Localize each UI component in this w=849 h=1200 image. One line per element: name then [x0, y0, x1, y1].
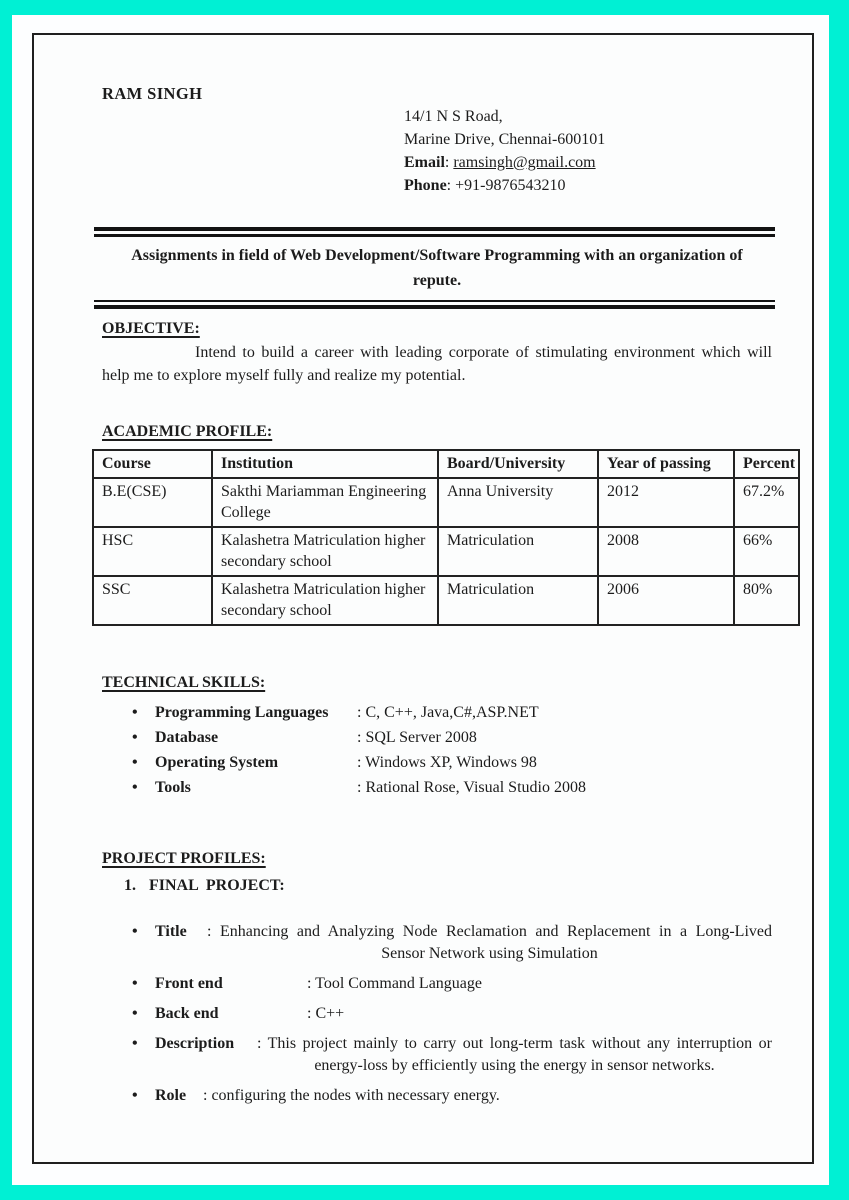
skill-label: Programming Languages: [155, 704, 329, 721]
table-row: [93, 527, 799, 576]
skill-label: Operating System: [155, 754, 279, 771]
cell-board: Matriculation: [438, 576, 598, 625]
detail-label: Role: [155, 1087, 187, 1104]
project-detail-role: [132, 1085, 772, 1107]
cell-year: 2008: [598, 527, 734, 576]
col-header-course: Course: [93, 450, 212, 478]
detail-label: Description: [155, 1035, 235, 1052]
cell-course: SSC: [93, 576, 212, 625]
section-heading-skills: TECHNICAL SKILLS:: [102, 674, 266, 691]
bullet-icon: •: [132, 779, 138, 796]
skill-value: : Rational Rose, Visual Studio 2008: [357, 779, 586, 796]
col-header-institution: Institution: [212, 450, 438, 478]
table-row: [93, 478, 799, 527]
skill-label: Tools: [155, 779, 191, 796]
detail-value: : C++: [307, 1005, 345, 1022]
detail-value: : Enhancing and Analyzing Node Reclamation and Replacement in a Long-Lived Sensor Network using Simulation: [207, 923, 772, 962]
address-line-1: 14/1 N S Road,: [404, 108, 503, 125]
skill-item-database: [132, 726, 772, 750]
cell-year: 2012: [598, 478, 734, 527]
resume-page: [32, 33, 814, 1164]
phone-line: [404, 174, 772, 197]
section-heading-objective: OBJECTIVE:: [102, 320, 200, 337]
cell-percent: 67.2%: [734, 478, 799, 527]
project-title: FINAL PROJECT:: [149, 877, 285, 894]
cell-percent: 80%: [734, 576, 799, 625]
phone-separator: :: [446, 177, 456, 194]
project-detail-description: [132, 1033, 772, 1077]
email-line: [404, 151, 772, 174]
cell-institution: Kalashetra Matriculation higher secondary school: [212, 527, 438, 576]
table-header-row: [93, 450, 799, 478]
cell-year: 2006: [598, 576, 734, 625]
phone-label: Phone: [404, 177, 447, 194]
cell-institution: Kalashetra Matriculation higher secondary school: [212, 576, 438, 625]
detail-label: Front end: [155, 975, 223, 992]
skills-list: [102, 701, 772, 800]
phone-value: +91-9876543210: [455, 177, 566, 194]
section-heading-projects: PROJECT PROFILES:: [102, 850, 266, 867]
project-detail-backend: [132, 1003, 772, 1025]
detail-value: : Tool Command Language: [307, 975, 482, 992]
col-header-percent: Percent: [734, 450, 799, 478]
bullet-icon: •: [132, 923, 138, 940]
cell-course: B.E(CSE): [93, 478, 212, 527]
detail-value: : This project mainly to carry out long-term task without any interruption or energy-loss by efficiently using the energy in sensor networks.: [257, 1035, 772, 1074]
skill-label: Database: [155, 729, 219, 746]
project-detail-title: [132, 921, 772, 965]
cell-percent: 66%: [734, 527, 799, 576]
academic-table: [92, 449, 800, 626]
detail-label: Back end: [155, 1005, 219, 1022]
bullet-icon: •: [132, 1005, 138, 1022]
detail-value: : configuring the nodes with necessary energy.: [203, 1087, 500, 1104]
skill-value: : Windows XP, Windows 98: [357, 754, 537, 771]
skill-item-languages: [132, 701, 772, 725]
bullet-icon: •: [132, 704, 138, 721]
col-header-year: Year of passing: [598, 450, 734, 478]
bullet-icon: •: [132, 975, 138, 992]
skill-value: : C, C++, Java,C#,ASP.NET: [357, 704, 539, 721]
section-heading-academic: ACADEMIC PROFILE:: [102, 423, 273, 440]
bullet-icon: •: [132, 729, 138, 746]
project-detail-frontend: [132, 973, 772, 995]
double-rule-bottom: [94, 300, 775, 309]
bullet-icon: •: [132, 1087, 138, 1104]
cell-institution: Sakthi Mariamman Engineering College: [212, 478, 438, 527]
skill-item-tools: [132, 776, 772, 800]
page-mat: [12, 15, 829, 1185]
cell-course: HSC: [93, 527, 212, 576]
email-link[interactable]: ramsingh@gmail.com: [453, 154, 596, 171]
detail-label: Title: [155, 923, 187, 940]
bullet-icon: •: [132, 1035, 138, 1052]
double-rule-top: [94, 227, 775, 237]
table-row: [93, 576, 799, 625]
headline-banner: Assignments in field of Web Development/Software Programming with an organization of repute.: [131, 247, 743, 289]
email-separator: :: [444, 154, 454, 171]
project-title-row: [124, 875, 772, 897]
cell-board: Matriculation: [438, 527, 598, 576]
cell-board: Anna University: [438, 478, 598, 527]
project-number: 1.: [124, 877, 136, 894]
contact-block: [404, 105, 772, 197]
candidate-name: RAM SINGH: [102, 84, 203, 103]
objective-text: Intend to build a career with leading corporate of stimulating environment which will help me to explore myself fully and realize my potential.: [102, 344, 772, 384]
address-line-2: Marine Drive, Chennai-600101: [404, 131, 606, 148]
bullet-icon: •: [132, 754, 138, 771]
skill-item-os: [132, 751, 772, 775]
email-label: Email: [404, 154, 445, 171]
col-header-board: Board/University: [438, 450, 598, 478]
skill-value: : SQL Server 2008: [357, 729, 477, 746]
